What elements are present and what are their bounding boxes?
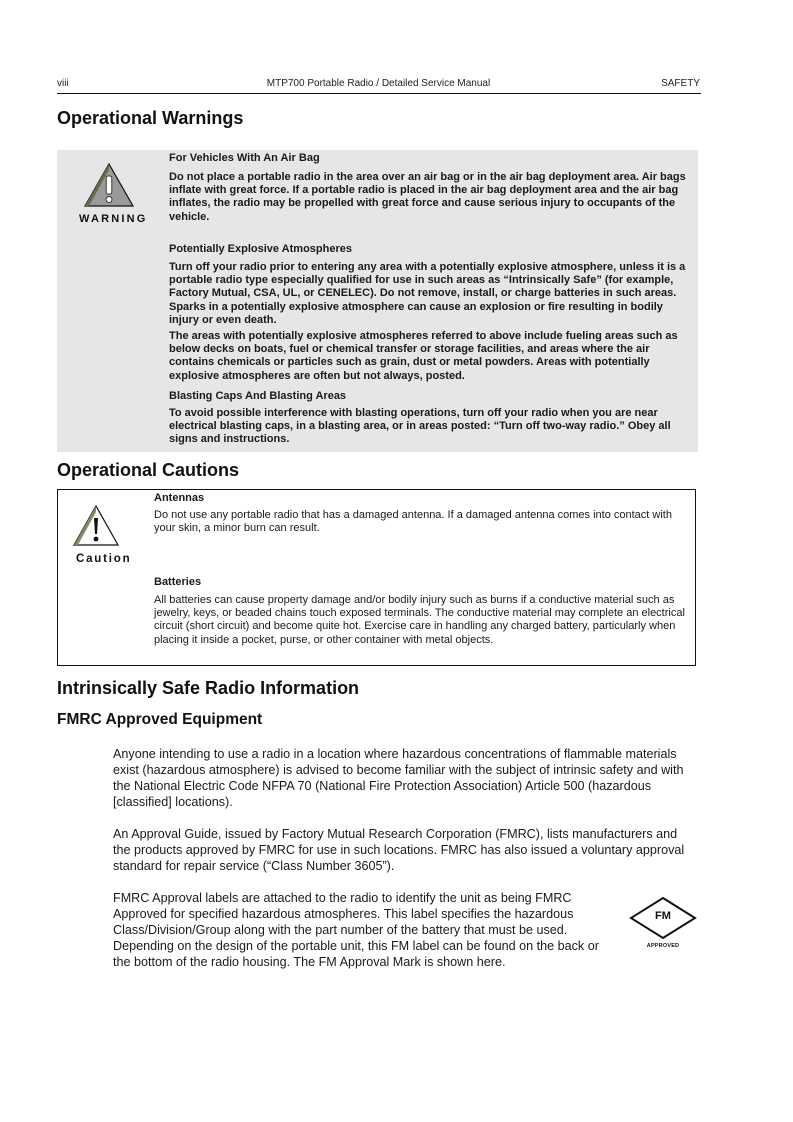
document-title: MTP700 Portable Radio / Detailed Service Manual xyxy=(266,78,491,89)
warning-text-air-bag: Do not place a portable radio in the area over an air bag or in the air bag deployment area. Air bags inflate with great force. If a portable radio is placed in the air bag deployment area and the air bag inflates, the radio may be propelled with great force and cause serious injury to occupants of the vehicle. xyxy=(169,171,686,223)
caution-text-batteries: All batteries can cause property damage and/or bodily injury such as burns if a conductive material such as jewelry, keys, or beaded chains touch exposed terminals. The conductive material may complete an electrical circuit (short circuit) and become quite hot. Exercise care in handling any charged battery, particularly when placing it inside a pocket, purse, or other container with metal objects. xyxy=(154,594,685,646)
warning-text-explosive-2: The areas with potentially explosive atmospheres referred to above include fueling areas such as below decks on boats, fuel or chemical transfer or storage facilities, and areas where the air contains chemicals or particles such as grain, dust or metal powders. Areas with potentially explosive atmospheres are often but not always, posted. xyxy=(169,330,678,382)
fm-approval-mark xyxy=(628,895,698,955)
fm-mark-caption: APPROVED xyxy=(646,943,680,949)
fmrc-paragraph-2: An Approval Guide, issued by Factory Mutual Research Corporation (FMRC), lists manufacturers and the products approved by FMRC for use in such locations. FMRC has also issued a voluntary approval standard for repair service (“Class Number 3605”). xyxy=(113,827,685,873)
warning-title-air-bag: For Vehicles With An Air Bag xyxy=(169,152,320,164)
page-number: viii xyxy=(57,78,69,89)
header-rule xyxy=(57,93,701,94)
warning-triangle-icon xyxy=(83,162,135,208)
caution-text-antennas: Do not use any portable radio that has a damaged antenna. If a damaged antenna comes into contact with your skin, a minor burn can result. xyxy=(154,509,672,535)
intrinsically-safe-heading: Intrinsically Safe Radio Information xyxy=(57,678,360,698)
section-name: SAFETY xyxy=(661,78,700,89)
warning-text-explosive-1: Turn off your radio prior to entering any area with a potentially explosive atmosphere, unless it is a portable radio type especially qualified for use in such areas as “Intrinsically Safe” (for example, Factory Mutual, CSA, UL, or CENELEC). Do not remove, install, or charge batteries in such areas. Sparks in a potentially explosive atmosphere can cause an explosion or fire resulting in bodily injury or even death. xyxy=(169,261,686,326)
fmrc-paragraph-3: FMRC Approval labels are attached to the radio to identify the unit as being FMRC Approved for specified hazardous atmospheres. This label specifies the hazardous Class/Division/Group along with the part number of the battery that must be used. Depending on the design of the portable unit, this FM label can be found on the back or the bottom of the radio housing. The FM Approval Mark is shown here. xyxy=(113,891,599,969)
caution-box xyxy=(57,489,696,666)
warning-title-blasting: Blasting Caps And Blasting Areas xyxy=(169,390,347,402)
caution-title-batteries: Batteries xyxy=(154,576,202,588)
fmrc-approved-subheading: FMRC Approved Equipment xyxy=(57,711,263,728)
caution-triangle-icon xyxy=(72,504,120,547)
warning-text-blasting: To avoid possible interference with blasting operations, turn off your radio when you are near electrical blasting caps, in a blasting area, or in areas posted: “Turn off two-way radio.” Obey all signs and instructions. xyxy=(169,407,671,446)
warning-title-explosive: Potentially Explosive Atmospheres xyxy=(169,243,352,255)
fm-mark-text: FM xyxy=(655,910,671,922)
caution-title-antennas: Antennas xyxy=(154,492,205,504)
running-header xyxy=(57,78,700,92)
warning-box xyxy=(57,150,698,452)
operational-warnings-heading: Operational Warnings xyxy=(57,108,244,128)
operational-cautions-heading: Operational Cautions xyxy=(57,460,240,480)
fmrc-paragraph-1: Anyone intending to use a radio in a location where hazardous concentrations of flammable materials exist (hazardous atmosphere) is advised to become familiar with the subject of intrinsic safety and with the National Electric Code NFPA 70 (National Fire Protection Association) Article 500 (hazardous [classified] locations). xyxy=(113,747,684,809)
caution-label: Caution xyxy=(76,553,132,565)
warning-label: WARNING xyxy=(79,213,148,225)
